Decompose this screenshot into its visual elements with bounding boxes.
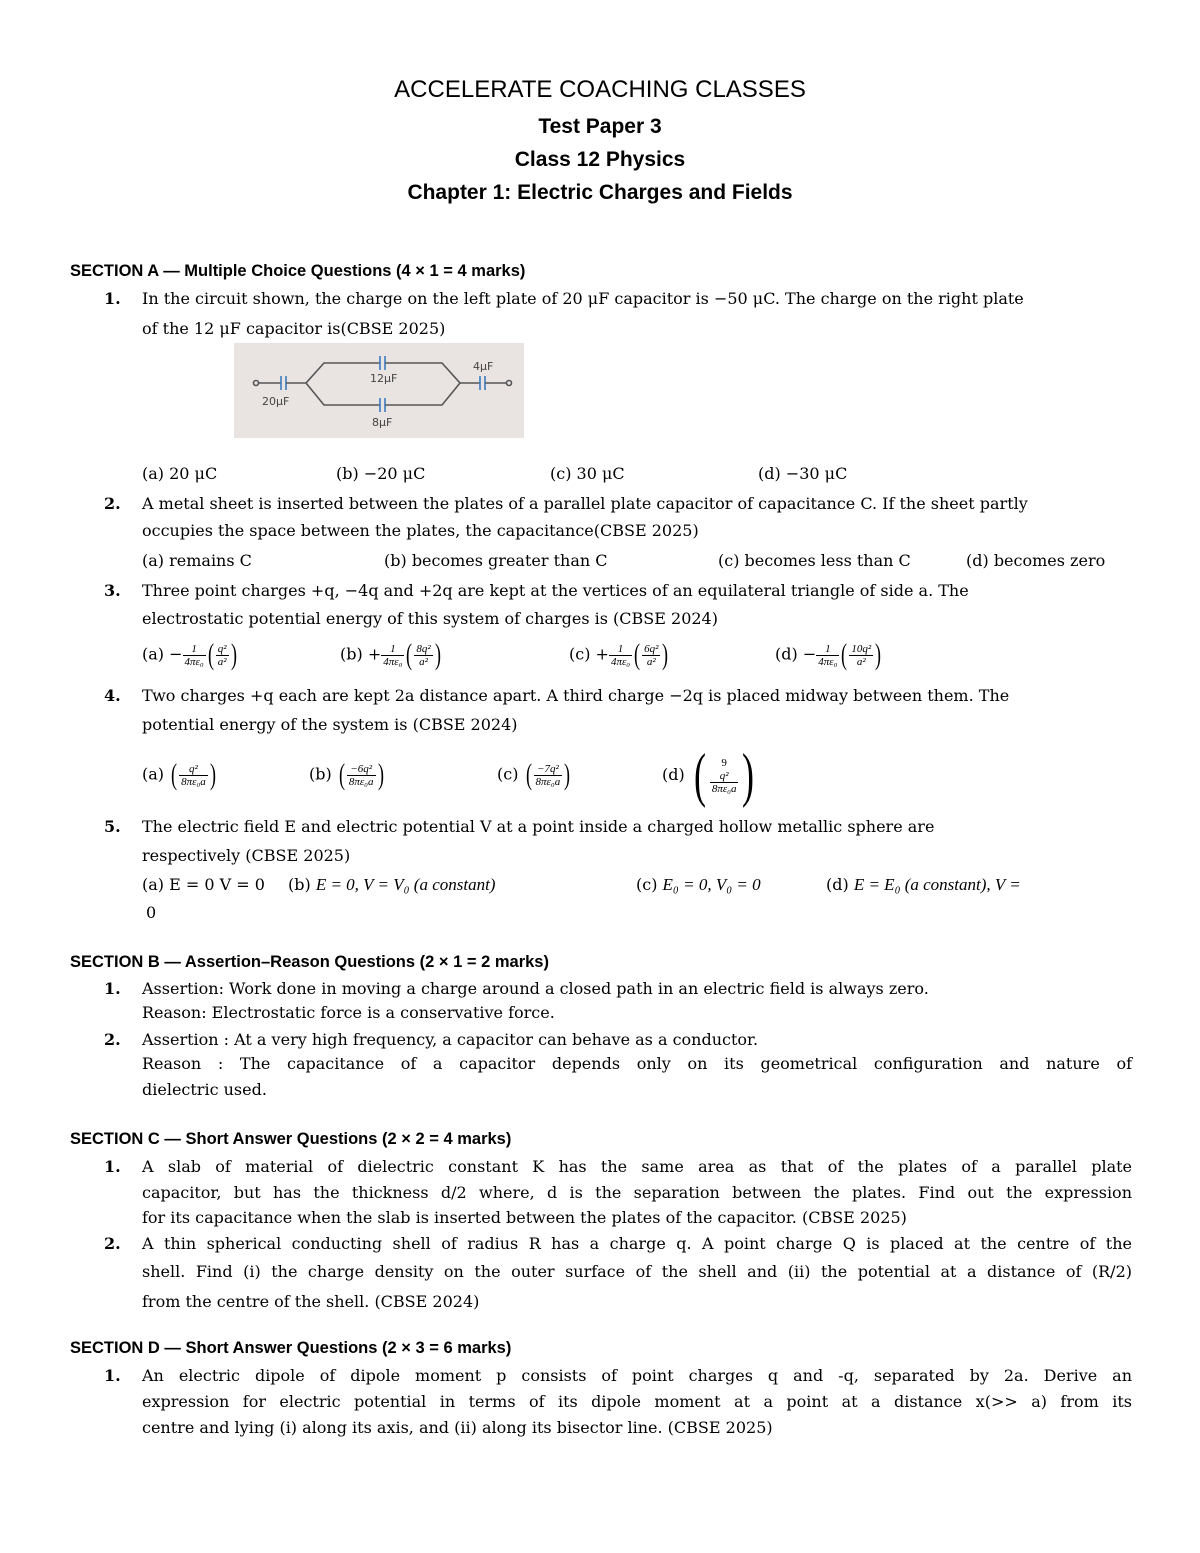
q-a5-option-c: (c) E₀ = 0, V₀ = 0 — [636, 875, 761, 894]
section-d-title: SECTION D — Short Answer Questions (2 × 3 = 6 marks) — [70, 1339, 512, 1357]
q-a3-line1: Three point charges +q, −4q and +2q are kept at the vertices of an equilateral triangle of side a. The — [142, 581, 969, 600]
q-b2-reason-line2: dielectric used. — [142, 1080, 267, 1099]
q-c2-number: 2. — [104, 1234, 121, 1253]
institute-title: ACCELERATE COACHING CLASSES — [394, 76, 806, 103]
circuit-diagram — [234, 343, 524, 438]
q-c1-number: 1. — [104, 1157, 121, 1176]
q-a4-option-a: (a) ( $\frac{\text{q²}}{\text{8πε₀a}}$ ) — [142, 758, 216, 791]
q-a3-option-a: (a) − $\frac{1}{\text{4πε₀}}$ ( $\frac{\text{q²}}{\text{a²}}$ ) — [142, 638, 237, 671]
q-c1-line1: A slab of material of dielectric constant K has the same area as that of the plates of a parallel plate — [142, 1157, 1132, 1176]
q-a3-option-b: (b) + $\frac{1}{\text{4πε₀}}$ ( $\frac{\text{8q²}}{\text{a²}}$ ) — [340, 638, 441, 671]
circuit-label-8uf: 8μF — [372, 416, 393, 429]
class-title: Class 12 Physics — [514, 148, 686, 171]
q-c2-line3: from the centre of the shell. (CBSE 2024) — [142, 1292, 480, 1311]
q-a3-line2: electrostatic potential energy of this system of charges is (CBSE 2024) — [142, 609, 718, 628]
q-c2-line2: shell. Find (i) the charge density on the outer surface of the shell and (ii) the potential at a distance of (R/2) — [142, 1262, 1132, 1281]
q-b1-assertion: Assertion: Work done in moving a charge around a closed path in an electric field is always zero. — [142, 979, 929, 998]
section-c-title: SECTION C — Short Answer Questions (2 × 2 = 4 marks) — [70, 1130, 512, 1148]
q-b2-assertion: Assertion : At a very high frequency, a capacitor can behave as a conductor. — [142, 1030, 759, 1049]
q-c1-line2: capacitor, but has the thickness d/2 where, d is the separation between the plates. Find out the expression — [142, 1183, 1132, 1202]
q-a1-line1: In the circuit shown, the charge on the left plate of 20 μF capacitor is −50 μC. The charge on the right plate — [142, 289, 1024, 308]
q-c2-line1: A thin spherical conducting shell of radius R has a charge q. A point charge Q is placed at the centre of the — [142, 1234, 1132, 1253]
q-a3-number: 3. — [104, 581, 121, 600]
q-b2-reason-line1: Reason : The capacitance of a capacitor depends only on its geometrical configuration and nature of — [142, 1054, 1132, 1073]
circuit-label-4uf: 4μF — [473, 360, 494, 373]
q-a1-line2: of the 12 μF capacitor is(CBSE 2025) — [142, 319, 446, 338]
q-d1-number: 1. — [104, 1366, 121, 1385]
q-b2-number: 2. — [104, 1030, 121, 1049]
q-a5-number: 5. — [104, 817, 121, 836]
q-a4-option-c: (c) ( $\frac{\text{−7q²}}{\text{8πε₀a}}$ ) — [497, 758, 571, 791]
q-a3-option-d: (d) − $\frac{1}{\text{4πε₀}}$ ( $\frac{\text{10q²}}{\text{a²}}$ ) — [775, 638, 882, 671]
q-a3-option-c: (c) + $\frac{1}{\text{4πε₀}}$ ( $\frac{\text{6q²}}{\text{a²}}$ ) — [569, 638, 669, 671]
q-a2-option-b: (b) becomes greater than C — [384, 551, 608, 570]
q-a1-option-a: (a) 20 μC — [142, 464, 218, 483]
q-a2-number: 2. — [104, 494, 121, 513]
q-a1-option-c: (c) 30 μC — [550, 464, 625, 483]
q-d1-line3: centre and lying (i) along its axis, and (ii) along its bisector line. (CBSE 2025) — [142, 1418, 773, 1437]
q-b1-number: 1. — [104, 979, 121, 998]
q-a5-line2: respectively (CBSE 2025) — [142, 846, 351, 865]
chapter-title: Chapter 1: Electric Charges and Fields — [407, 181, 793, 204]
q-a4-option-b: (b) ( $\frac{\text{−6q²}}{\text{8πε₀a}}$ ) — [309, 758, 384, 791]
q-a5-option-a: (a) E = 0 V = 0 — [142, 875, 265, 894]
q-a1-option-b: (b) −20 μC — [336, 464, 426, 483]
q-a2-line2: occupies the space between the plates, the capacitance(CBSE 2025) — [142, 521, 699, 540]
section-a-title: SECTION A — Multiple Choice Questions (4 × 1 = 4 marks) — [70, 262, 526, 280]
q-a4-line1: Two charges +q each are kept 2a distance apart. A third charge −2q is placed midway between them. The — [142, 686, 1010, 705]
q-a1-option-d: (d) −30 μC — [758, 464, 848, 483]
q-d1-line2: expression for electric potential in terms of its dipole moment at a point at a distance x(>> a) from its — [142, 1392, 1132, 1411]
q-a5-option-d: (d) E = E₀ (a constant), V = — [826, 875, 1021, 894]
q-a2-line1: A metal sheet is inserted between the plates of a parallel plate capacitor of capacitance C. If the sheet partly — [142, 494, 1028, 513]
q-b1-reason: Reason: Electrostatic force is a conservative force. — [142, 1003, 555, 1022]
q-a5-option-b: (b) E = 0, V = V₀ (a constant) — [288, 875, 496, 894]
q-a2-option-c: (c) becomes less than C — [718, 551, 911, 570]
circuit-label-12uf: 12μF — [370, 372, 398, 385]
section-b-title: SECTION B — Assertion–Reason Questions (2 × 1 = 2 marks) — [70, 953, 549, 971]
q-a2-option-d: (d) becomes zero — [966, 551, 1106, 570]
paper-title: Test Paper 3 — [538, 115, 662, 138]
q-a2-option-a: (a) remains C — [142, 551, 252, 570]
q-a4-number: 4. — [104, 686, 121, 705]
q-a4-option-d: (d) ( 9 q² 8πε₀a ) — [662, 742, 755, 808]
q-d1-line1: An electric dipole of dipole moment p consists of point charges q and -q, separated by 2a. Derive an — [142, 1366, 1132, 1385]
q-c1-line3: for its capacitance when the slab is inserted between the plates of the capacitor. (CBSE 2025) — [142, 1208, 907, 1227]
q-a5-line1: The electric field E and electric potential V at a point inside a charged hollow metallic sphere are — [142, 817, 935, 836]
circuit-label-20uf: 20μF — [262, 395, 290, 408]
q-a5-option-d-cont: 0 — [146, 903, 157, 922]
q-a4-line2: potential energy of the system is (CBSE 2024) — [142, 715, 518, 734]
q-a1-number: 1. — [104, 289, 121, 308]
